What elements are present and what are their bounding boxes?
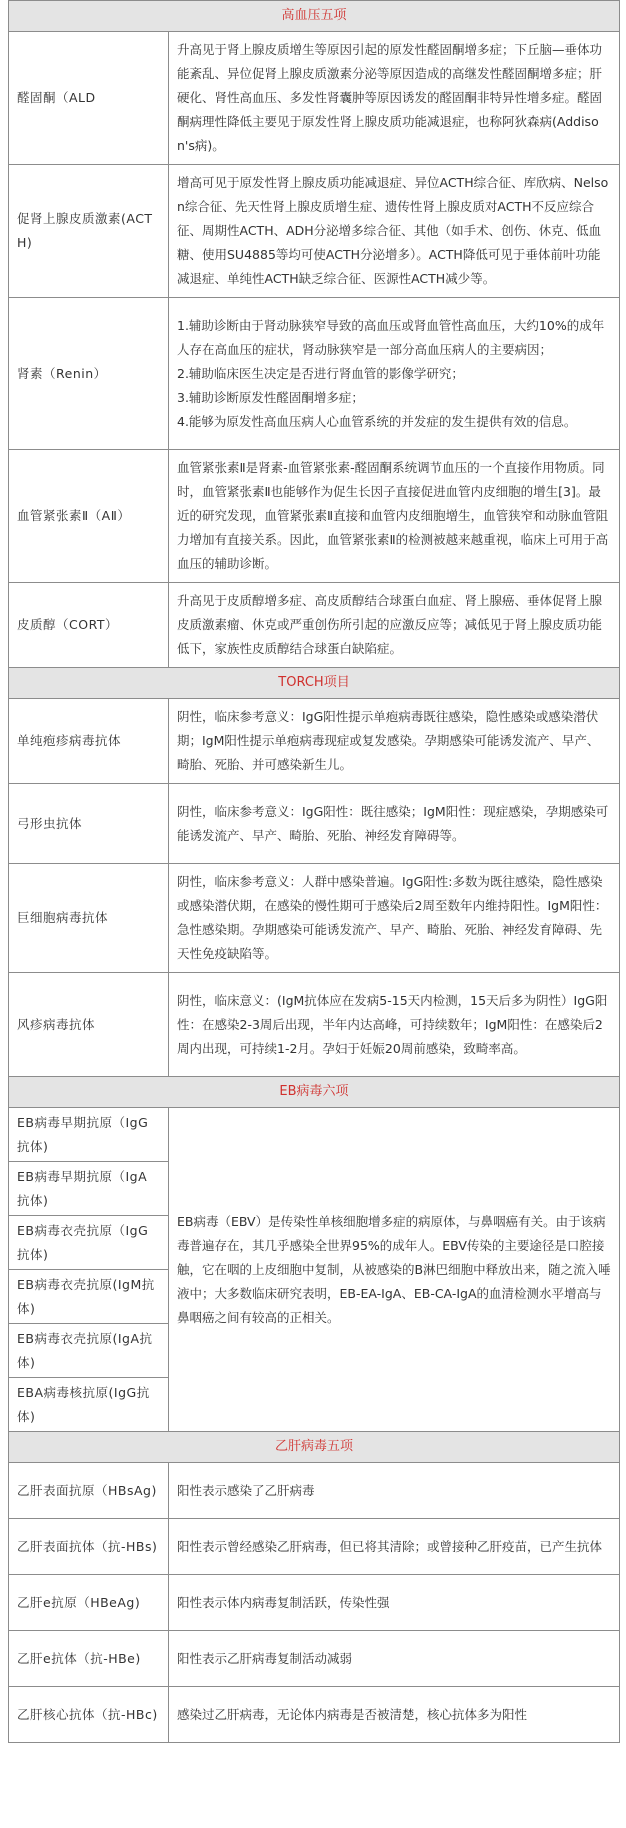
test-name: 血管紧张素Ⅱ（AⅡ） (9, 450, 169, 583)
test-name: 促肾上腺皮质激素(ACTH) (9, 165, 169, 298)
test-name: EB病毒衣壳抗原(IgA抗体) (9, 1324, 169, 1378)
table-row (9, 1108, 620, 1162)
lab-test-table (8, 0, 620, 1743)
table-row (9, 450, 620, 583)
test-name: EBA病毒核抗原(IgG抗体) (9, 1378, 169, 1432)
section-header-ebv: EB病毒六项 (9, 1077, 620, 1108)
table-row (9, 583, 620, 668)
table-row (9, 32, 620, 165)
table-row (9, 165, 620, 298)
test-description: 血管紧张素Ⅱ是肾素-血管紧张素-醛固酮系统调节血压的一个直接作用物质。同时，血管紧张素Ⅱ也能够作为促生长因子直接促进血管内皮细胞的增生[3]。最近的研究发现，血管紧张素Ⅱ直接和血管内皮细胞增生，血管狭窄和动脉血管阻力增加有直接关系。因此，血管紧张素Ⅱ的检测被越来越重视，临床上可用于高血压的辅助诊断。 (169, 450, 620, 583)
test-name: EB病毒早期抗原（IgA抗体) (9, 1162, 169, 1216)
test-name: 皮质醇（CORT） (9, 583, 169, 668)
test-description: 1.辅助诊断由于肾动脉狭窄导致的高血压或肾血管性高血压，大约10%的成年人存在高血压的症状，肾动脉狭窄是一部分高血压病人的主要病因； 2.辅助临床医生决定是否进行肾血管的影像学研究； 3.辅助诊断原发性醛固酮增多症； 4.能够为原发性高血压病人心血管系统的并发症的发生提供有效的信息。 (169, 298, 620, 450)
test-description: 阴性，临床参考意义：IgG阳性：既往感染；IgM阳性：现症感染，孕期感染可能诱发流产、早产、畸胎、死胎、神经发育障碍等。 (169, 784, 620, 864)
test-name: EB病毒衣壳抗原(IgM抗体) (9, 1270, 169, 1324)
test-description: 阴性，临床参考意义：人群中感染普遍。IgG阳性:多数为既往感染，隐性感染或感染潜伏期，在感染的慢性期可于感染后2周至数年内维持阳性。IgM阳性：急性感染期。孕期感染可能诱发流产、早产、畸胎、死胎、神经发育障碍、先天性免疫缺陷等。 (169, 864, 620, 973)
table-row (9, 1575, 620, 1631)
test-name: 乙肝表面抗体（抗-HBs) (9, 1519, 169, 1575)
section-header-hypertension: 高血压五项 (9, 1, 620, 32)
test-name: EB病毒衣壳抗原（IgG抗体) (9, 1216, 169, 1270)
test-name: 风疹病毒抗体 (9, 973, 169, 1077)
section-header-hepatitis-b: 乙肝病毒五项 (9, 1432, 620, 1463)
test-description: 增高可见于原发性肾上腺皮质功能减退症、异位ACTH综合征、库欣病、Nelson综合征、先天性肾上腺皮质增生症、遗传性肾上腺皮质对ACTH不反应综合征、周期性ACTH、ADH分泌增多综合征、其他（如手术、创伤、休克、低血糖、使用SU4885等均可使ACTH分泌增多）。ACTH降低可见于垂体前叶功能减退症、单纯性ACTH缺乏综合征、医源性ACTH减少等。 (169, 165, 620, 298)
table-row (9, 1519, 620, 1575)
test-name: 单纯疱疹病毒抗体 (9, 699, 169, 784)
test-name: 醛固酮（ALD (9, 32, 169, 165)
test-description: 升高见于肾上腺皮质增生等原因引起的原发性醛固酮增多症；下丘脑—垂体功能紊乱、异位促肾上腺皮质激素分泌等原因造成的高继发性醛固酮增多症；肝硬化、肾性高血压、多发性肾囊肿等原因诱发的醛固酮非特异性增多症。醛固酮病理性降低主要见于原发性肾上腺皮质功能减退症，也称阿狄森病(Addison's病)。 (169, 32, 620, 165)
test-name: 巨细胞病毒抗体 (9, 864, 169, 973)
test-description: 阴性，临床意义：(IgM抗体应在发病5-15天内检测，15天后多为阴性）IgG阳性：在感染2-3周后出现，半年内达高峰，可持续数年；IgM阳性：在感染后2周内出现，可持续1-2月。孕妇于妊娠20周前感染，致畸率高。 (169, 973, 620, 1077)
test-name: 乙肝e抗原（HBeAg) (9, 1575, 169, 1631)
test-name: EB病毒早期抗原（IgG抗体) (9, 1108, 169, 1162)
shared-test-description: EB病毒（EBV）是传染性单核细胞增多症的病原体，与鼻咽癌有关。由于该病毒普遍存在，其几乎感染全世界95%的成年人。EBV传染的主要途径是口腔接触，它在咽的上皮细胞中复制，从被感染的B淋巴细胞中释放出来，随之流入唾液中；大多数临床研究表明，EB-EA-IgA、EB-CA-IgA的血清检测水平增高与鼻咽癌之间有较高的正相关。 (169, 1108, 620, 1432)
test-description: 阳性表示曾经感染乙肝病毒，但已将其清除；或曾接种乙肝疫苗，已产生抗体 (169, 1519, 620, 1575)
test-name: 肾素（Renin） (9, 298, 169, 450)
test-description: 阴性，临床参考意义：IgG阳性提示单疱病毒既往感染，隐性感染或感染潜伏期；IgM阳性提示单疱病毒现症或复发感染。孕期感染可能诱发流产、早产、畸胎、死胎、并可感染新生儿。 (169, 699, 620, 784)
test-name: 弓形虫抗体 (9, 784, 169, 864)
table-row (9, 298, 620, 450)
test-description: 升高见于皮质醇增多症、高皮质醇结合球蛋白血症、肾上腺癌、垂体促肾上腺皮质激素瘤、休克或严重创伤所引起的应激反应等；减低见于肾上腺皮质功能低下，家族性皮质醇结合球蛋白缺陷症。 (169, 583, 620, 668)
section-header-torch: TORCH项目 (9, 668, 620, 699)
test-name: 乙肝核心抗体（抗-HBc) (9, 1687, 169, 1743)
test-name: 乙肝表面抗原（HBsAg) (9, 1463, 169, 1519)
table-row (9, 864, 620, 973)
test-description: 阳性表示乙肝病毒复制活动减弱 (169, 1631, 620, 1687)
test-description: 阳性表示体内病毒复制活跃，传染性强 (169, 1575, 620, 1631)
table-row (9, 1463, 620, 1519)
test-description: 感染过乙肝病毒，无论体内病毒是否被清楚，核心抗体多为阳性 (169, 1687, 620, 1743)
table-row (9, 973, 620, 1077)
table-row (9, 699, 620, 784)
test-name: 乙肝e抗体（抗-HBe) (9, 1631, 169, 1687)
table-row (9, 784, 620, 864)
table-row (9, 1631, 620, 1687)
test-description: 阳性表示感染了乙肝病毒 (169, 1463, 620, 1519)
table-row (9, 1687, 620, 1743)
